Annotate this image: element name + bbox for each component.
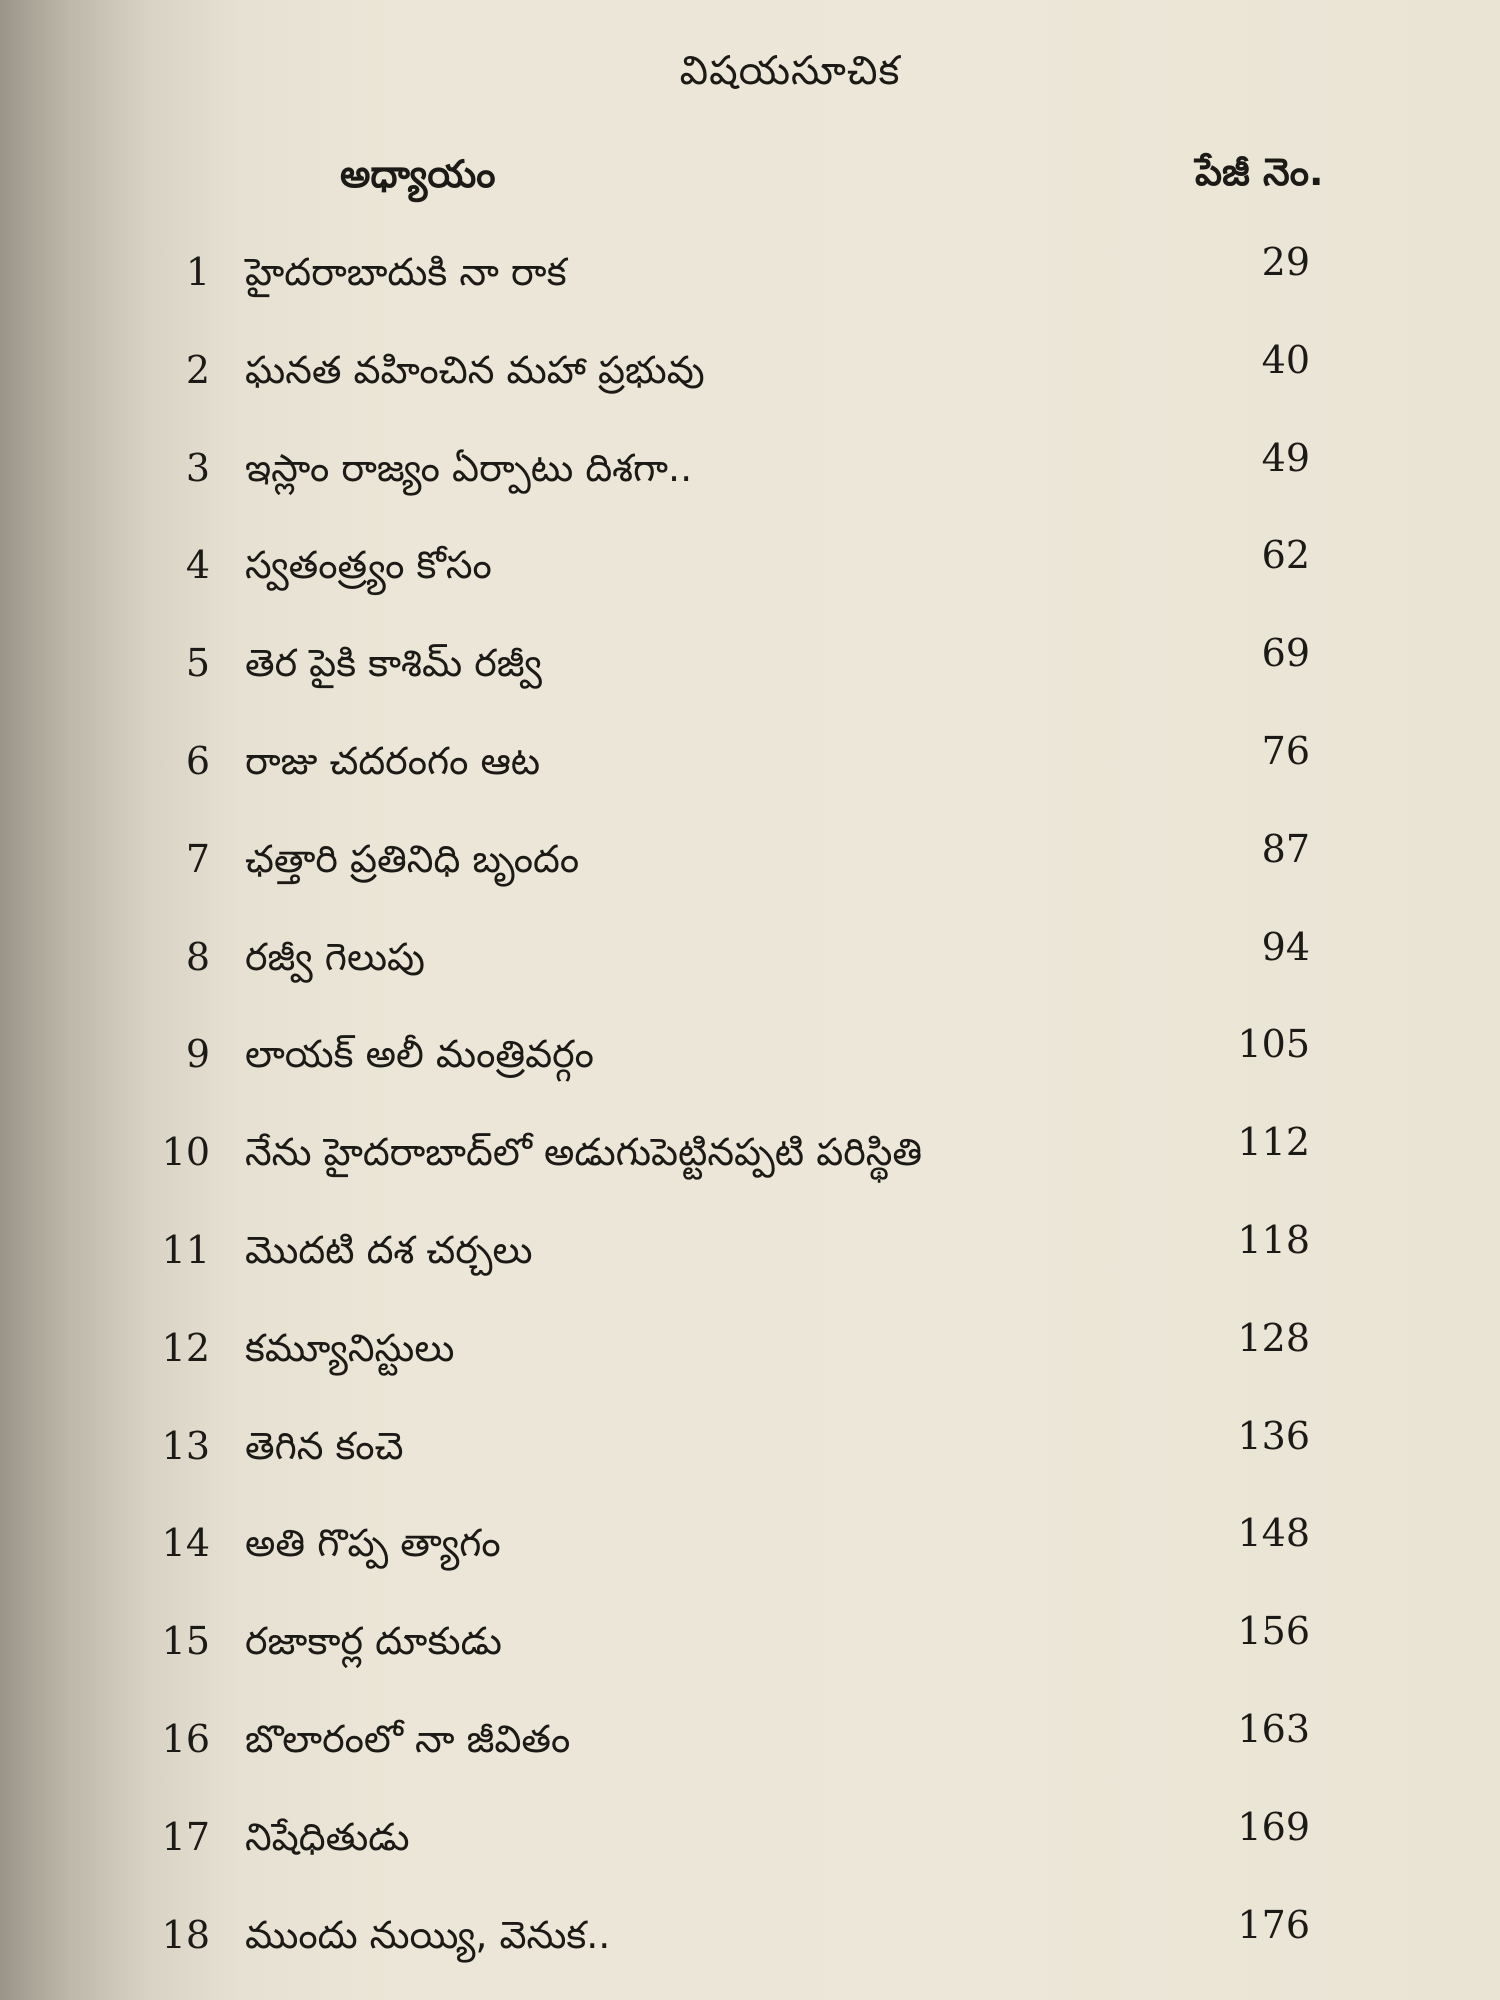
- chapter-title: లాయక్ అలీ మంత్రివర్గం: [245, 1032, 594, 1077]
- chapter-number: 15: [161, 1619, 210, 1664]
- chapter-page-number: 76: [1261, 728, 1310, 773]
- chapter-number: 4: [185, 543, 210, 588]
- chapter-number: 11: [161, 1227, 210, 1272]
- chapter-page-number: 112: [1237, 1120, 1310, 1165]
- toc-list: [0, 240, 1500, 2000]
- chapter-page-number: 128: [1237, 1315, 1310, 1360]
- chapter-title: నిషేధితుడు: [245, 1814, 410, 1859]
- chapter-number: 18: [161, 1912, 210, 1957]
- toc-row-5: [0, 631, 1500, 729]
- toc-row-17: [0, 1805, 1500, 1903]
- chapter-number: 12: [161, 1325, 210, 1370]
- chapter-title: రజ్వీ గెలుపు: [245, 934, 425, 979]
- chapter-title: రాజు చదరంగం ఆట: [245, 738, 541, 783]
- chapter-number: 13: [161, 1423, 210, 1468]
- page-title: విషయసూచిక: [679, 48, 901, 94]
- toc-row-10: [0, 1120, 1500, 1218]
- chapter-title: మొదటి దశ చర్చలు: [245, 1227, 533, 1272]
- chapter-column-header: అధ్యాయం: [340, 152, 496, 196]
- chapter-page-number: 118: [1237, 1217, 1310, 1262]
- chapter-page-number: 169: [1237, 1804, 1310, 1849]
- chapter-title: హైదరాబాదుకి నా రాక: [245, 250, 567, 294]
- chapter-page-number: 62: [1261, 533, 1310, 578]
- chapter-title: ఛత్తారి ప్రతినిధి బృందం: [245, 836, 580, 881]
- chapter-page-number: 105: [1237, 1022, 1310, 1067]
- chapter-number: 2: [185, 347, 210, 392]
- chapter-title: కమ్యూనిస్టులు: [245, 1325, 455, 1370]
- chapter-title: ముందు నుయ్యి, వెనుక..: [245, 1912, 611, 1957]
- toc-row-9: [0, 1022, 1500, 1120]
- chapter-number: 5: [185, 641, 210, 686]
- chapter-number: 14: [161, 1521, 210, 1566]
- toc-row-3: [0, 436, 1500, 534]
- chapter-number: 8: [185, 934, 210, 979]
- chapter-page-number: 136: [1237, 1413, 1310, 1458]
- page-column-header: పేజీ నెం.: [1195, 150, 1324, 194]
- chapter-number: 9: [185, 1032, 210, 1077]
- chapter-title: బొలారంలో నా జీవితం: [245, 1716, 571, 1761]
- toc-row-8: [0, 925, 1500, 1023]
- chapter-title: ఇస్లాం రాజ్యం ఏర్పాటు దిశగా..: [245, 445, 693, 490]
- toc-row-12: [0, 1316, 1500, 1414]
- chapter-page-number: 156: [1237, 1609, 1310, 1654]
- chapter-number: 10: [161, 1130, 210, 1175]
- chapter-title: తెర పైకి కాశిమ్ రజ్వీ: [245, 641, 542, 686]
- chapter-page-number: 176: [1237, 1902, 1310, 1947]
- chapter-page-number: 163: [1237, 1706, 1310, 1751]
- chapter-title: తెగిన కంచె: [245, 1423, 404, 1468]
- toc-row-11: [0, 1218, 1500, 1316]
- chapter-page-number: 94: [1261, 924, 1310, 969]
- chapter-number: 16: [161, 1716, 210, 1761]
- chapter-number: 3: [185, 445, 210, 490]
- chapter-number: 17: [161, 1814, 210, 1859]
- chapter-title: ఘనత వహించిన మహా ప్రభువు: [245, 347, 705, 392]
- toc-row-2: [0, 338, 1500, 436]
- chapter-page-number: 87: [1261, 826, 1310, 871]
- chapter-number: 7: [185, 836, 210, 881]
- toc-row-1: [0, 240, 1500, 338]
- chapter-page-number: 69: [1261, 631, 1310, 676]
- chapter-page-number: 29: [1261, 240, 1310, 284]
- chapter-page-number: 148: [1237, 1511, 1310, 1556]
- toc-row-16: [0, 1707, 1500, 1805]
- toc-row-14: [0, 1511, 1500, 1609]
- toc-row-13: [0, 1414, 1500, 1512]
- chapter-title: రజాకార్ల దూకుడు: [245, 1619, 502, 1664]
- chapter-page-number: 40: [1261, 337, 1310, 382]
- chapter-title: స్వతంత్ర్యం కోసం: [245, 543, 492, 588]
- toc-row-7: [0, 827, 1500, 925]
- chapter-title: అతి గొప్ప త్యాగం: [245, 1521, 501, 1566]
- chapter-page-number: 49: [1261, 435, 1310, 480]
- chapter-number: 1: [185, 250, 210, 294]
- toc-row-4: [0, 533, 1500, 631]
- chapter-title: నేను హైదరాబాద్‌లో అడుగుపెట్టినప్పటి పరిస్థితి: [245, 1130, 923, 1175]
- toc-row-18: [0, 1903, 1500, 2000]
- toc-row-15: [0, 1609, 1500, 1707]
- toc-row-6: [0, 729, 1500, 827]
- chapter-number: 6: [185, 738, 210, 783]
